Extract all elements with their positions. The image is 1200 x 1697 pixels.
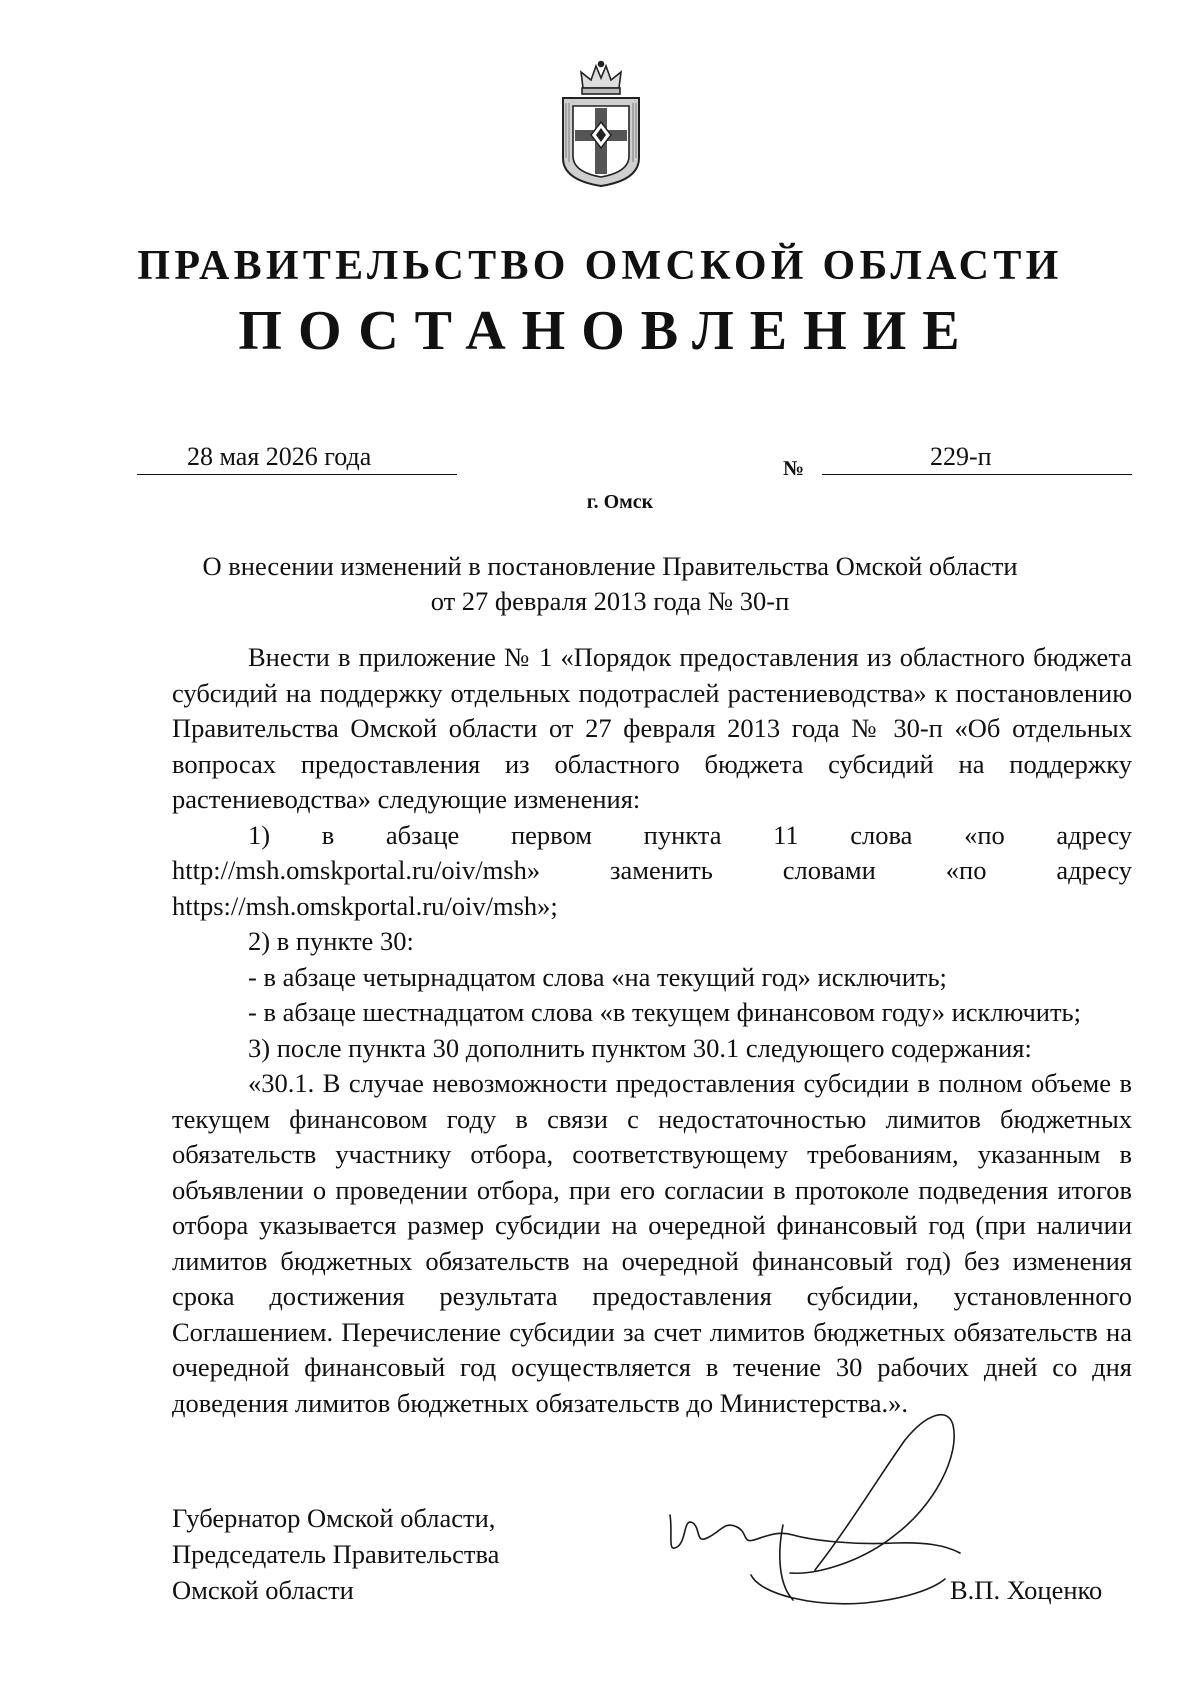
document-type: ПОСТАНОВЛЕНИЕ [238, 300, 976, 362]
number-label: № [783, 456, 805, 480]
city-name: г. Омск [586, 491, 654, 513]
body-paragraph: 2) в пункте 30: [248, 926, 414, 956]
organization-name: ПРАВИТЕЛЬСТВО ОМСКОЙ ОБЛАСТИ [137, 243, 1063, 289]
body-paragraph: - в абзаце четырнадцатом слова «на текущий год» исключить; [248, 961, 947, 992]
document-subject [160, 549, 1060, 619]
subject-line: О внесении изменений в постановление Правительства Омской области [202, 551, 1018, 581]
document-body [172, 640, 1132, 1421]
signatory-title-line: Председатель Правительства [172, 1539, 500, 1569]
document-date-field [137, 440, 457, 475]
document-number: 229-п [930, 442, 992, 471]
signatory-title-line: Губернатор Омской области, [172, 1503, 496, 1533]
body-paragraph: Внести в приложение № 1 «Порядок предоставления из областного бюджета субсидий на поддержку отдельных подотраслей растениеводства» к постановлению Правительства Омской области от 27 февраля 2013 года № 30-п «Об отдельных вопросах предоставления из областного бюджета субсидий на поддержку растениеводства» следующие изменения: [172, 642, 1132, 814]
signatory-title-line: Омской области [172, 1575, 354, 1605]
body-paragraph: 3) после пункта 30 дополнить пунктом 30.1 следующего содержания: [248, 1032, 1032, 1063]
omsk-coat-of-arms-icon [555, 58, 647, 188]
document-date: 28 мая 2026 года [187, 442, 372, 471]
signatory-title [172, 1500, 672, 1608]
body-paragraph: 1) в абзаце первом пункта 11 слова «по адресу http://msh.omskportal.ru/oiv/msh» заменить словами «по адресу https://msh.omskportal.ru/oiv/msh»; [172, 819, 1132, 921]
body-paragraph: «30.1. В случае невозможности предоставления субсидии в полном объеме в текущем финансовом году в связи с недостаточностью лимитов бюджетных обязательств участнику отбора, соответствующему требованиям, указанным в объявлении о проведении отбора, при его согласии в протоколе подведения итогов отбора указывается размер субсидии на очередной финансовый год (при наличии лимитов бюджетных обязательств на очередной финансовый год) без изменения срока достижения результата предоставления субсидии, установленного Соглашением. Перечисление субсидии за счет лимитов бюджетных обязательств на очередной финансовый год осуществляется в течение 30 рабочих дней со дня доведения лимитов бюджетных обязательств до Министерства.». [172, 1068, 1132, 1418]
document-number-field [822, 440, 1132, 475]
signer-name: В.П. Хоценко [950, 1575, 1103, 1605]
body-paragraph: - в абзаце шестнадцатом слова «в текущем финансовом году» исключить; [248, 997, 1081, 1027]
subject-line: от 27 февраля 2013 года № 30-п [430, 586, 790, 616]
